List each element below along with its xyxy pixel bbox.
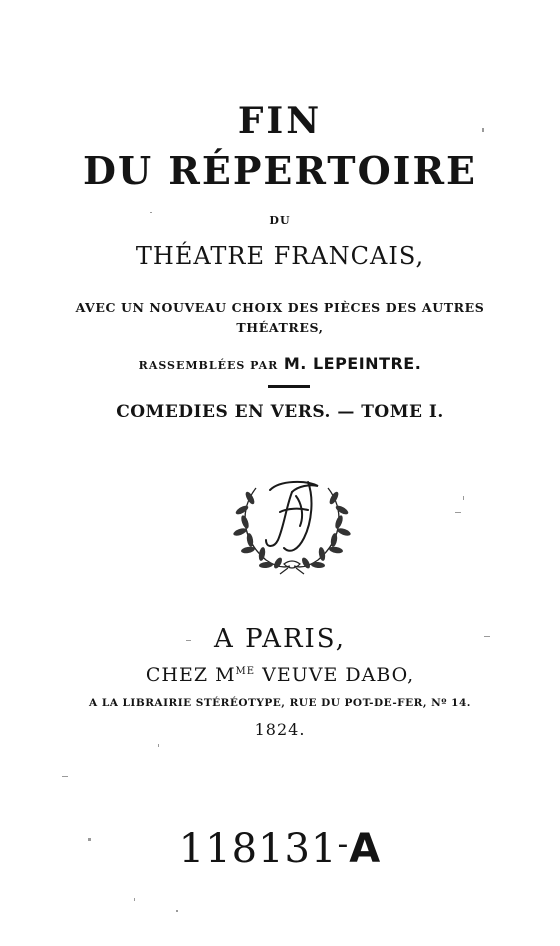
- shelfmark-stamp: [0, 826, 560, 872]
- shelfmark-suffix: A: [349, 826, 382, 872]
- paper-speck: [158, 744, 159, 747]
- subtitle-line-2: THÉATRES,: [236, 320, 324, 335]
- imprint-publisher: [0, 664, 560, 686]
- paper-speck: [134, 898, 135, 901]
- publisher-title-superscript: ME: [235, 666, 256, 677]
- publisher-name: VEUVE DABO,: [255, 664, 415, 686]
- paper-speck: [463, 496, 464, 500]
- compiler-line: [0, 354, 560, 373]
- title-theatre-francais: THÉATRE FRANCAIS,: [135, 242, 425, 270]
- paper-speck: [186, 640, 191, 641]
- compiler-prefix: RASSEMBLÉES PAR: [138, 359, 279, 372]
- title-du-repertoire: DU RÉPERTOIRE: [82, 148, 477, 193]
- volume-line: COMEDIES EN VERS. — TOME I.: [116, 402, 444, 422]
- paper-speck: [484, 636, 490, 637]
- paper-speck: [62, 776, 68, 777]
- paper-speck: [482, 128, 484, 132]
- paper-speck: [176, 910, 178, 912]
- imprint-year: 1824.: [254, 720, 306, 739]
- monogram-wreath-emblem: [226, 468, 358, 576]
- imprint-address: A LA LIBRAIRIE STÉRÉOTYPE, RUE DU POT-DE-FER, Nº 14.: [89, 697, 471, 709]
- title-fin: FIN: [237, 100, 323, 142]
- paper-speck: [150, 212, 152, 213]
- compiler-name: M. LEPEINTRE.: [283, 354, 422, 373]
- title-connector-du: DU: [269, 214, 291, 227]
- shelfmark-number: 118131: [178, 826, 338, 872]
- paper-speck: [88, 838, 91, 841]
- divider-rule: [268, 385, 310, 388]
- publisher-prefix: CHEZ M: [145, 664, 236, 686]
- paper-speck: [455, 512, 461, 513]
- subtitle-line-1: AVEC UN NOUVEAU CHOIX DES PIÈCES DES AUTRES: [75, 300, 485, 315]
- imprint-city: A PARIS,: [214, 624, 346, 654]
- shelfmark-dash: -: [337, 827, 350, 862]
